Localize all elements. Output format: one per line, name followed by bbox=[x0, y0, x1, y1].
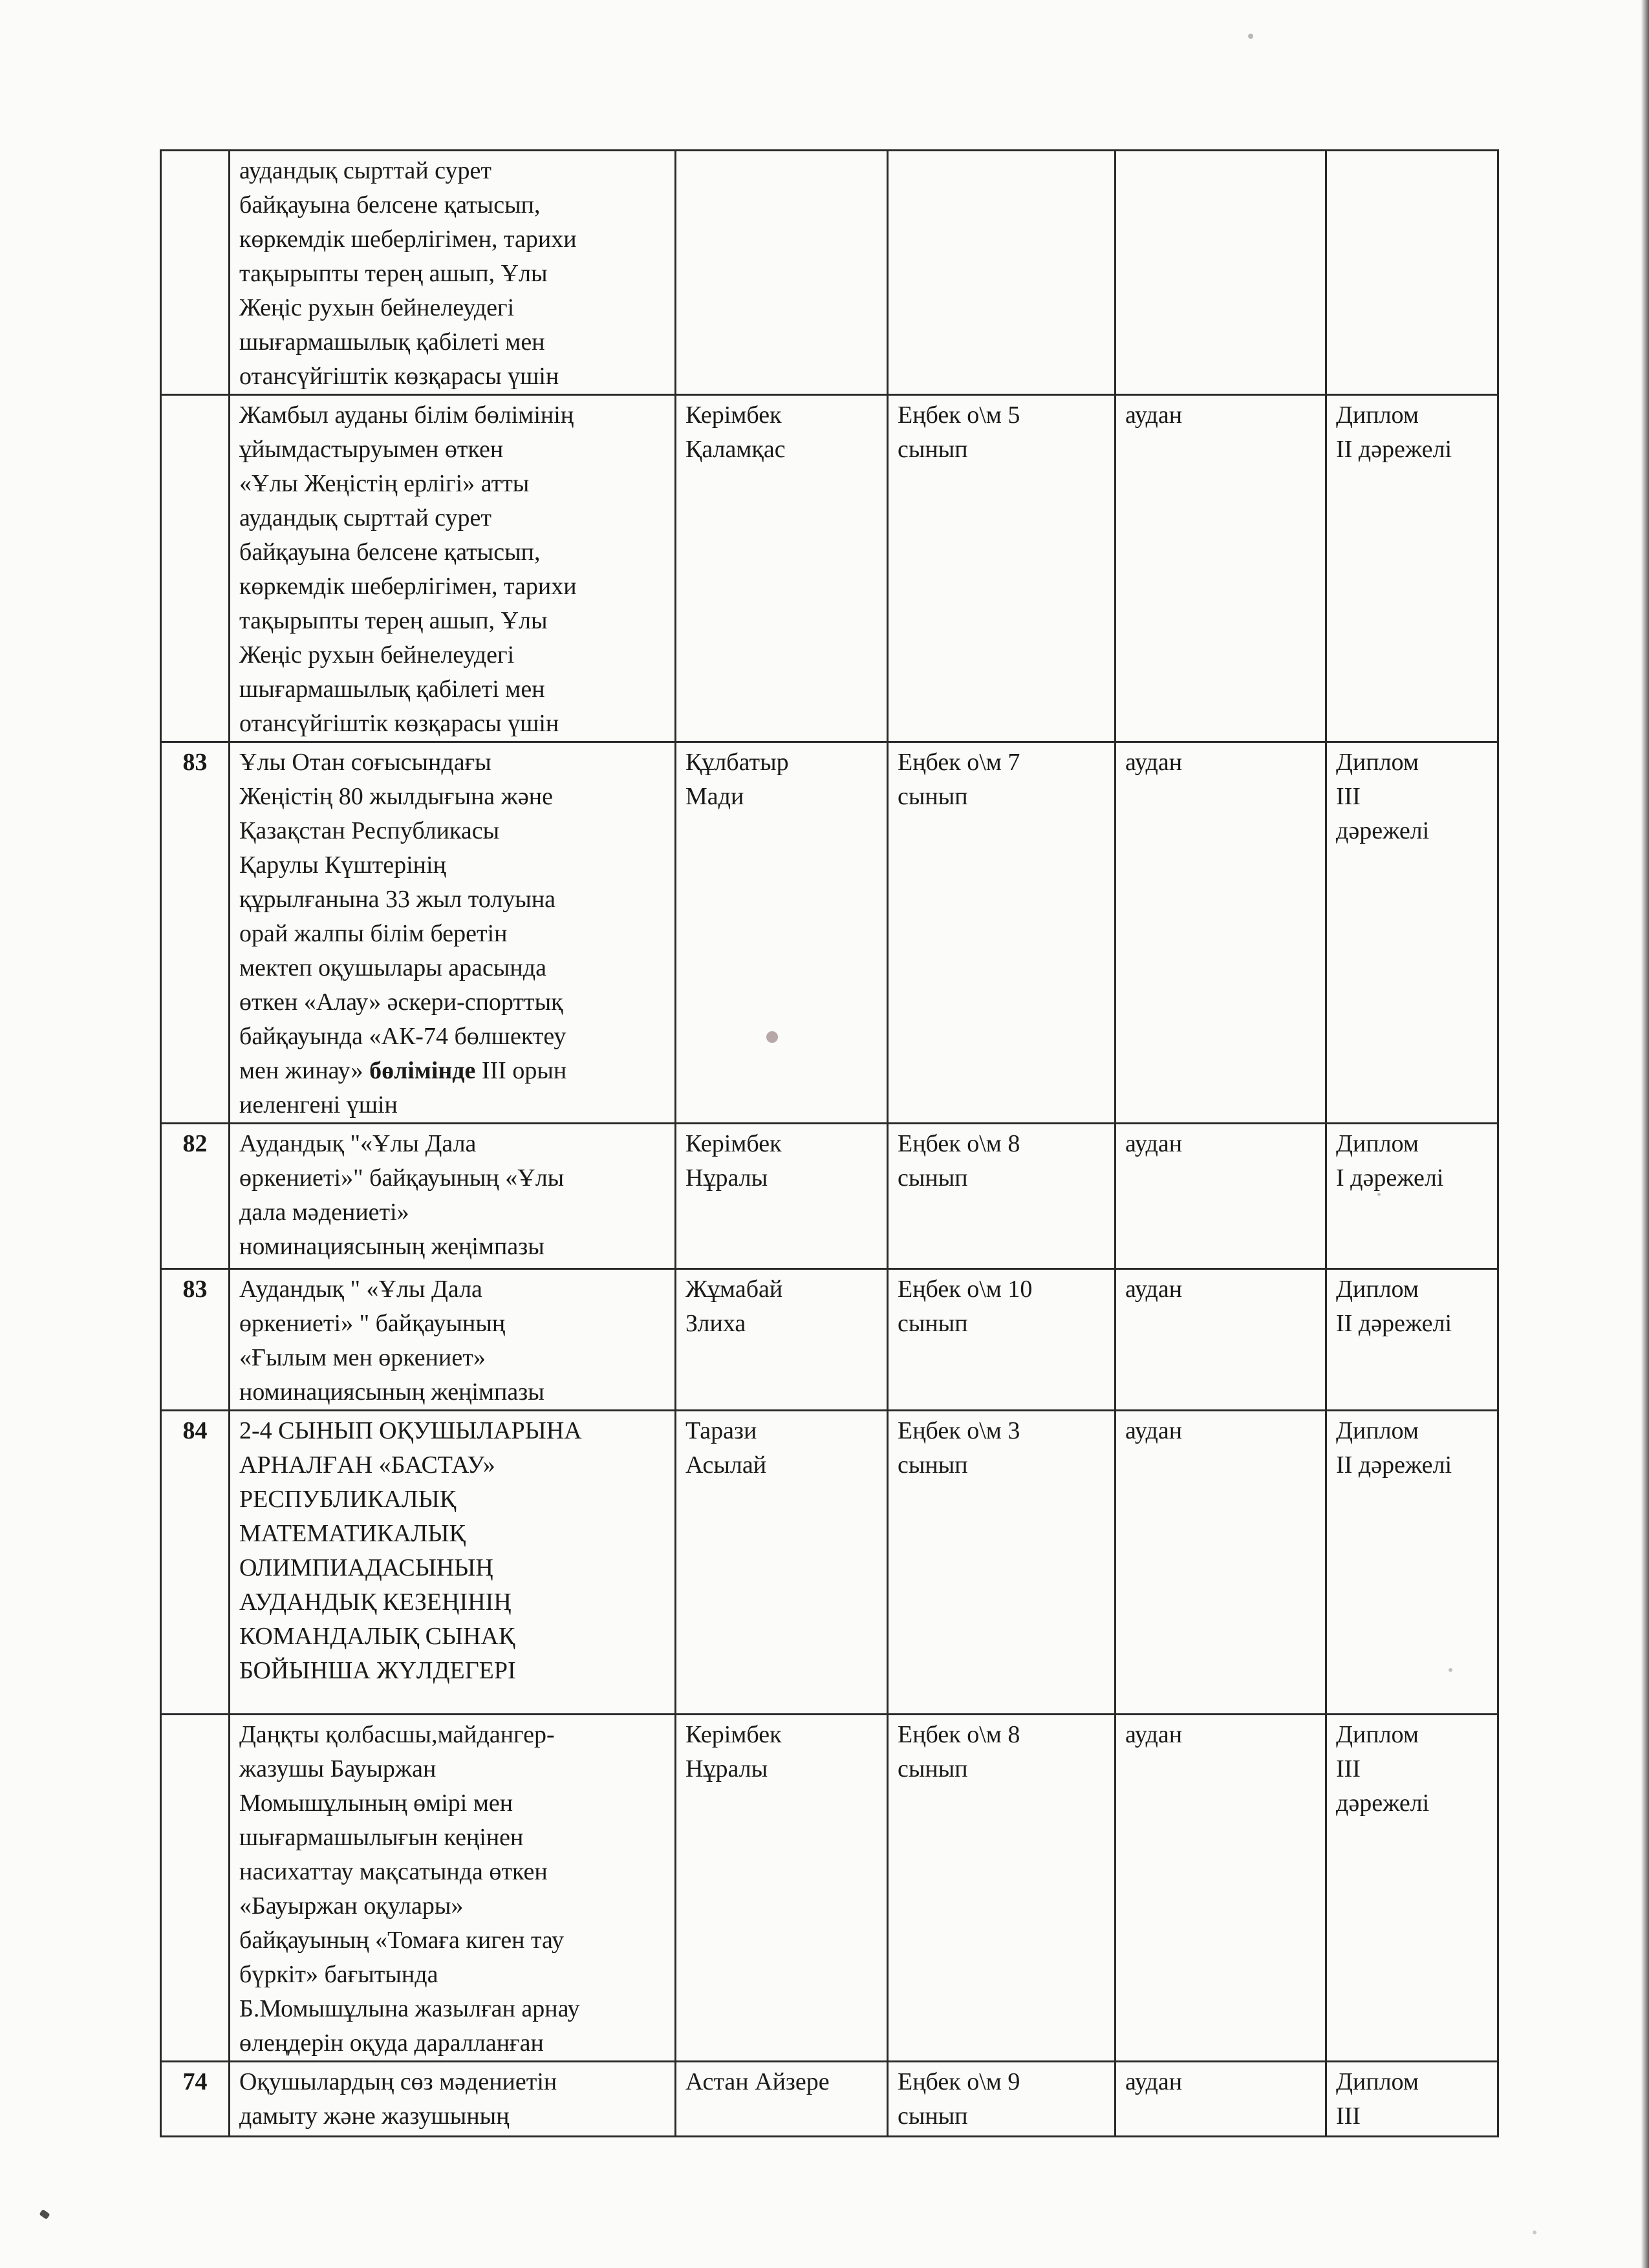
row-number bbox=[161, 151, 230, 395]
table-row bbox=[161, 1715, 1498, 2062]
row-number: 82 bbox=[161, 1124, 230, 1269]
award-description: Оқушылардың сөз мәдениетін дамыту және жазушының bbox=[230, 2062, 676, 2137]
row-number: 84 bbox=[161, 1411, 230, 1715]
award-description: аудандық сырттай сурет байқауына белсене қатысып, көркемдік шеберлігімен, тарихи тақырыпты терең ашып, Ұлы Жеңіс рухын бейнелеудегі шығармашылық қабілеті мен отансүйгіштік көзқарасы үшін bbox=[230, 151, 676, 395]
row-number: 74 bbox=[161, 2062, 230, 2137]
student-name: Жұмабай Злиха bbox=[676, 1269, 888, 1411]
school-class: Еңбек о\м 5 сынып bbox=[888, 395, 1116, 742]
student-name: Керімбек Нұралы bbox=[676, 1124, 888, 1269]
awards-table bbox=[160, 149, 1499, 2137]
school-class: Еңбек о\м 8 сынып bbox=[888, 1124, 1116, 1269]
award-degree: Диплом І дәрежелі bbox=[1326, 1124, 1498, 1269]
award-description: Даңқты қолбасшы,майдангер- жазушы Бауыржан Момышұлының өмірі мен шығармашылығын кеңінен насихаттау мақсатында өткен «Бауыржан оқулары» байқауының «Томаға киген тау бүркіт» бағытында Б.Момышұлына жазылған арнау өлеңдерін оқуда даралланған bbox=[230, 1715, 676, 2062]
award-degree: Диплом ІІІ bbox=[1326, 2062, 1498, 2137]
award-degree: Диплом ІІ дәрежелі bbox=[1326, 1411, 1498, 1715]
student-name: Тарази Асылай bbox=[676, 1411, 888, 1715]
table-row bbox=[161, 2062, 1498, 2137]
award-degree: Диплом ІІІ дәрежелі bbox=[1326, 742, 1498, 1124]
student-name: Керімбек Нұралы bbox=[676, 1715, 888, 2062]
table-row bbox=[161, 1411, 1498, 1715]
student-name: Астан Айзере bbox=[676, 2062, 888, 2137]
school-class: Еңбек о\м 10 сынып bbox=[888, 1269, 1116, 1411]
student-name: Құлбатыр Мади bbox=[676, 742, 888, 1124]
scan-speck bbox=[1377, 1193, 1381, 1196]
student-name: Керімбек Қаламқас bbox=[676, 395, 888, 742]
scan-page-edge bbox=[1641, 0, 1649, 2268]
table-row bbox=[161, 1124, 1498, 1269]
competition-level: аудан bbox=[1116, 742, 1326, 1124]
competition-level: аудан bbox=[1116, 1411, 1326, 1715]
scan-speck bbox=[39, 2209, 50, 2220]
award-description: Аудандық "«Ұлы Дала өркениеті»" байқауының «Ұлы дала мәдениеті» номинациясының жеңімпазы bbox=[230, 1124, 676, 1269]
row-number: 83 bbox=[161, 742, 230, 1124]
competition-level: аудан bbox=[1116, 1269, 1326, 1411]
scan-speck bbox=[766, 1031, 778, 1043]
student-name bbox=[676, 151, 888, 395]
competition-level: аудан bbox=[1116, 2062, 1326, 2137]
school-class: Еңбек о\м 9 сынып bbox=[888, 2062, 1116, 2137]
award-degree: Диплом ІІІ дәрежелі bbox=[1326, 1715, 1498, 2062]
scan-speck bbox=[1449, 1668, 1452, 1672]
table-row bbox=[161, 1269, 1498, 1411]
school-class: Еңбек о\м 7 сынып bbox=[888, 742, 1116, 1124]
competition-level: аудан bbox=[1116, 395, 1326, 742]
competition-level: аудан bbox=[1116, 1715, 1326, 2062]
table-row bbox=[161, 395, 1498, 742]
competition-level bbox=[1116, 151, 1326, 395]
scan-speck bbox=[1533, 2231, 1536, 2234]
award-description: Жамбыл ауданы білім бөлімінің ұйымдастыруымен өткен «Ұлы Жеңістің ерлігі» атты аудандық сырттай сурет байқауына белсене қатысып, көркемдік шеберлігімен, тарихи тақырыпты терең ашып, Ұлы Жеңіс рухын бейнелеудегі шығармашылық қабілеті мен отансүйгіштік көзқарасы үшін bbox=[230, 395, 676, 742]
table-row bbox=[161, 742, 1498, 1124]
table-row bbox=[161, 151, 1498, 395]
bold-word: бөлімінде bbox=[369, 1057, 476, 1084]
award-description: 2-4 СЫНЫП ОҚУШЫЛАРЫНА АРНАЛҒАН «БАСТАУ» РЕСПУБЛИКАЛЫҚ МАТЕМАТИКАЛЫҚ ОЛИМПИАДАСЫНЫҢ АУДАНДЫҚ КЕЗЕҢІНІҢ КОМАНДАЛЫҚ СЫНАҚ БОЙЫНША ЖҮЛДЕГЕРІ bbox=[230, 1411, 676, 1715]
row-number: 83 bbox=[161, 1269, 230, 1411]
award-degree: Диплом ІІ дәрежелі bbox=[1326, 1269, 1498, 1411]
school-class bbox=[888, 151, 1116, 395]
school-class: Еңбек о\м 3 сынып bbox=[888, 1411, 1116, 1715]
award-degree: Диплом ІІ дәрежелі bbox=[1326, 395, 1498, 742]
school-class: Еңбек о\м 8 сынып bbox=[888, 1715, 1116, 2062]
award-description: Ұлы Отан соғысындағы Жеңістің 80 жылдығына және Қазақстан Республикасы Қарулы Күштерінің құрылғанына 33 жыл толуына орай жалпы білім беретін мектеп оқушылары арасында өткен «Алау» әскери-спорттық байқауында «АК-74 бөлшектеу мен жинау» бөлімінде ІІІ орын иеленгені үшін bbox=[230, 742, 676, 1124]
award-description: Аудандық " «Ұлы Дала өркениеті» " байқауының «Ғылым мен өркениет» номинациясының жеңімпазы bbox=[230, 1269, 676, 1411]
competition-level: аудан bbox=[1116, 1124, 1326, 1269]
row-number bbox=[161, 395, 230, 742]
row-number bbox=[161, 1715, 230, 2062]
scan-speck bbox=[1248, 34, 1253, 39]
award-degree bbox=[1326, 151, 1498, 395]
